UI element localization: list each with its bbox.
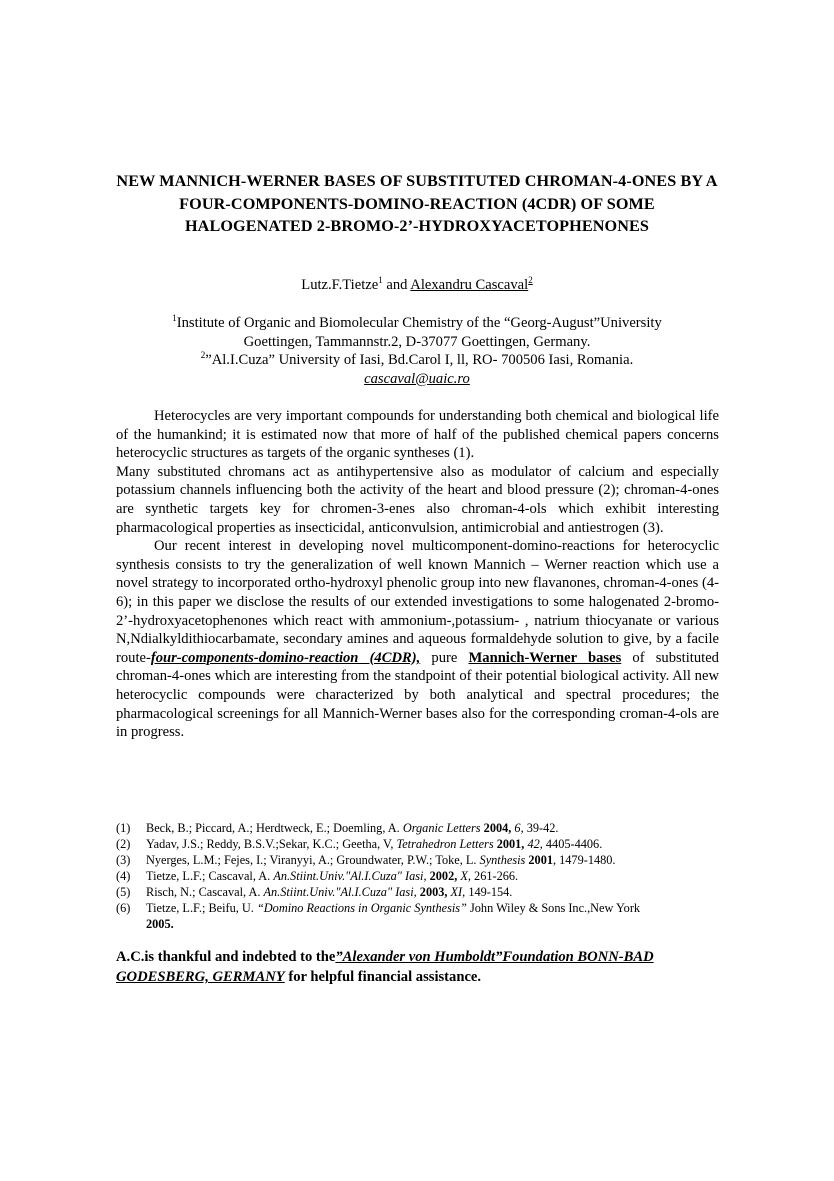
author-cascaval-affil-mark: 2 — [528, 275, 533, 285]
paragraph-3: Our recent interest in developing novel multicomponent-domino-reactions for heterocyclic synthesis consists to try the generalization of well known Mannich – Werner reaction which use a novel strategy to incorporated ortho-hydroxyl phenolic group into new flavanones, chroman-4-ones (4-6); in this paper we disclose the results of our extended investigations to some halogenated 2-bromo-2’-hydroxyacetophenones which react with ammonium-,potassium- , natrium thiocyanate or various N,Ndialkyldithiocarbamate, secondary amines and aqueous formaldehyde solution to give, by a facile route-four-components-domino-reaction (4CDR), pure Mannich-Werner bases of substituted chroman-4-ones which are interesting from the standpoint of their potential biological activity. All new heterocyclic compounds were characterized by both analytical and spectral procedures; the pharmacological screenings for all Mannich-Werner bases also for the corresponding croman-4-ols are in progress. — [116, 538, 719, 741]
author-line — [116, 276, 718, 294]
mannich-werner-term: Mannich-Werner bases — [468, 649, 622, 666]
four-components-term: four-components-domino-reaction (4CDR), — [150, 649, 421, 666]
reference-item: (2) Yadav, J.S.; Reddy, B.S.V.;Sekar, K.C.; Geetha, V, Tetrahedron Letters 2001, 42, 4405-4406. — [116, 837, 603, 851]
humboldt-foundation-link: ”Alexander von Humboldt”Foundation BONN-BAD GODESBERG, GERMANY — [116, 949, 654, 985]
author-tietze-affil-mark: 1 — [378, 275, 383, 285]
author-tietze: Lutz.F.Tietze — [301, 277, 379, 293]
author-cascaval: Alexandru Cascaval — [410, 277, 529, 293]
author-and: and — [386, 277, 408, 293]
affiliation-2: $^2$”Al.I.Cuza” University of Iasi, Bd.Carol I, ll, RO- 700506 Iasi, Romania. — [200, 350, 634, 368]
reference-item: (6) Tietze, L.F.; Beifu, U. “Domino Reactions in Organic Synthesis” John Wiley & Sons Inc.,New York 2005. — [116, 901, 641, 931]
reference-item: (5) Risch, N.; Cascaval, A. An.Stiint.Univ."Al.I.Cuza" Iasi, 2003, XI, 149-154. — [116, 885, 513, 899]
abstract-body — [116, 407, 719, 742]
paragraph-2: Many substituted chromans act as antihypertensive also as modulator of calcium and especially potassium channels influencing both the activity of the heart and blood pressure (2); chroman-4-ones are synthetic targets key for chromen-3-enes also chroman-4-ols which exhibit interesting pharmacological properties as insecticidal, anticonvulsion, antimicrobial and antiestrogen (3). — [116, 463, 719, 536]
acknowledgement: A.C.is thankful and indebted to the”Alexander von Humboldt”Foundation BONN-BAD GODESBERG, GERMANY for helpful financial assistance. — [116, 949, 654, 985]
reference-item: (4) Tietze, L.F.; Cascaval, A. An.Stiint.Univ."Al.I.Cuza" Iasi, 2002, X, 261-266. — [116, 869, 519, 883]
affiliation-2-mark: 2 — [200, 350, 206, 360]
email-link[interactable]: cascaval@uaic.ro — [364, 370, 470, 387]
affiliation-1-line-2: Goettingen, Tammannstr.2, D-37077 Goettingen, Germany. — [243, 333, 591, 350]
reference-item: (1) Beck, B.; Piccard, A.; Herdtweck, E.; Doemling, A. Organic Letters 2004, 6, 39-42. — [116, 821, 559, 835]
contact-email[interactable] — [116, 370, 718, 389]
paper-title: NEW MANNICH-WERNER BASES OF SUBSTITUTED CHROMAN-4-ONES BY A FOUR-COMPONENTS-DOMINO-REACTION (4CDR) OF SOME HALOGENATED 2-BROMO-2’-HYDROXYACETOPHENONES — [116, 172, 718, 235]
affiliations — [116, 314, 718, 388]
reference-item: (3) Nyerges, L.M.; Fejes, I.; Viranyyi, A.; Groundwater, P.W.; Toke, L. Synthesis 2001, 1479-1480. — [116, 853, 616, 867]
paragraph-1: Heterocycles are very important compounds for understanding both chemical and biological life of the humankind; it is estimated now that more of half of the published chemical papers concerns heterocyclic structures as targets of the organic syntheses (1). — [116, 408, 719, 462]
affiliation-1-mark: 1 — [172, 313, 177, 323]
affiliation-1-line-1: $^1$Institute of Organic and Biomolecular Chemistry of the “Georg-August”University — [172, 313, 662, 331]
reference-list — [116, 820, 719, 932]
